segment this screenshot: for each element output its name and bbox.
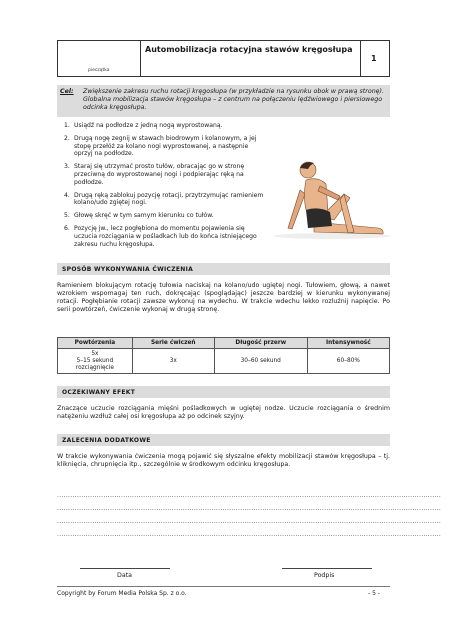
signature-line xyxy=(282,568,372,569)
table-header: Długość przerw xyxy=(214,338,307,349)
header-divider xyxy=(360,40,361,77)
expected-text: Znaczące uczucie rozciągania mięśni pośladkowych w ugiętej nodze. Uczucie rozciągania o średnim natężeniu wzdłuż całej osi kręgosłupa aż po odcinek szyjny. xyxy=(57,405,390,421)
method-text: Ramieniem blokującym rotację tułowia naciskaj na kolano/udo ugiętej nogi. Tułowiem, głową, a nawet wzrokiem wspomagaj ten ruch, dokręcając (spoglądając) jeszcze bardziej w kierunku wykonywanej rotacji. Pogłębianie rotacji zawsze wykonuj na wydechu. W trakcie wdechu lekko rozluźnij napięcie. Po serii powtórzeń, ćwiczenie wykonaj w drugą stronę. xyxy=(57,282,390,314)
step-text: Głowę skręć w tym samym kierunku co tułów. xyxy=(74,212,214,220)
note-line: .............................................................................................................................................................................. xyxy=(57,531,442,538)
recommendations-text: W trakcie wykonywania ćwiczenia mogą pojawić się słyszalne efekty mobilizacji stawów kręgosłupa – tj. kliknięcia, chrupnięcia itp., szczególnie w środkowym odcinku kręgosłupa. xyxy=(57,453,390,469)
header-divider xyxy=(140,40,141,77)
step-number: 3. xyxy=(64,163,70,171)
reps-line: 5–15 sekund xyxy=(76,357,114,364)
step-number: 6. xyxy=(64,224,70,232)
parameters-table xyxy=(57,337,390,374)
stamp-label: pieczątka xyxy=(88,68,110,73)
series-cell: 3x xyxy=(132,349,214,374)
steps-list xyxy=(64,122,264,253)
step-text: Drugą ręką zablokuj pozycję rotacji, przytrzymując ramieniem kolano/udo zgiętej nogi. xyxy=(74,191,264,207)
table-header-row xyxy=(58,338,390,349)
intensity-cell: 60–80% xyxy=(307,349,389,374)
list-item xyxy=(64,163,264,186)
note-line: .............................................................................................................................................................................. xyxy=(57,505,442,512)
section-title: OCZEKIWANY EFEKT xyxy=(62,389,136,396)
list-item xyxy=(64,122,264,130)
page-title: Automobilizacja rotacyjna stawów kręgosłupa xyxy=(145,45,353,54)
note-line: .............................................................................................................................................................................. xyxy=(57,492,442,499)
copyright: Copyright by Forum Media Polska Sp. z o.o. xyxy=(57,590,187,597)
goal-label: Cel: xyxy=(60,88,74,95)
table-row xyxy=(58,349,390,374)
step-text: Usiądź na podłodze z jedną nogą wyprostowaną. xyxy=(74,122,223,129)
table-header: Intensywność xyxy=(307,338,389,349)
list-item xyxy=(64,135,264,158)
step-text: Staraj się utrzymać prosto tułów, obracając go w stronę przeciwną do wyprostowanej nogi i podpierając ręką na podłodze. xyxy=(74,163,245,186)
signature-label: Podpis xyxy=(314,572,335,579)
step-number: 1. xyxy=(64,122,70,129)
reps-line: rozciągnięcie xyxy=(75,364,114,371)
reps-cell xyxy=(58,349,133,374)
section-title: ZALECENIA DODATKOWE xyxy=(62,437,151,444)
goal-text: Zwiększenie zakresu ruchu rotacji kręgosłupa (w przykładzie na rysunku obok w prawą stronę). Globalna mobilizacja stawów kręgosłupa – z centrum na połączeniu lędźwiowego i piersiowego odcinka kręgosłupa. xyxy=(83,88,385,111)
reps-line: 5x xyxy=(91,350,99,357)
date-signature-line xyxy=(80,568,170,569)
section-title: SPOSÓB WYKONYWANIA ĆWICZENIA xyxy=(62,266,194,273)
step-number: 4. xyxy=(64,191,70,199)
step-text: Pozycję jw., lecz pogłębiona do momentu pojawienia się uczucia rozciągania w pośladkach lub do końca istniejącego zakresu ruchu kręgosłupa. xyxy=(74,224,257,248)
exercise-number: 1 xyxy=(371,54,377,63)
step-number: 5. xyxy=(64,212,70,220)
page-number: - 5 - xyxy=(368,590,380,597)
shorts xyxy=(306,208,332,228)
breaks-cell: 30–60 sekund xyxy=(214,349,307,374)
list-item xyxy=(64,192,264,208)
footer-divider xyxy=(57,586,390,587)
list-item xyxy=(64,225,264,248)
table-header: Serie ćwiczeń xyxy=(132,338,214,349)
exercise-illustration xyxy=(270,150,395,240)
step-text: Drugą nogę zegnij w stawach biodrowym i kolanowym, a jej stopę przełóż za kolano nogi wyprostowanej, a następnie oprzyj na podłodze. xyxy=(74,134,257,158)
date-label: Data xyxy=(117,572,133,579)
list-item xyxy=(64,212,264,220)
support-arm xyxy=(288,190,305,229)
table-header: Powtórzenia xyxy=(58,338,133,349)
step-number: 2. xyxy=(64,134,70,142)
note-line: .............................................................................................................................................................................. xyxy=(57,518,442,525)
